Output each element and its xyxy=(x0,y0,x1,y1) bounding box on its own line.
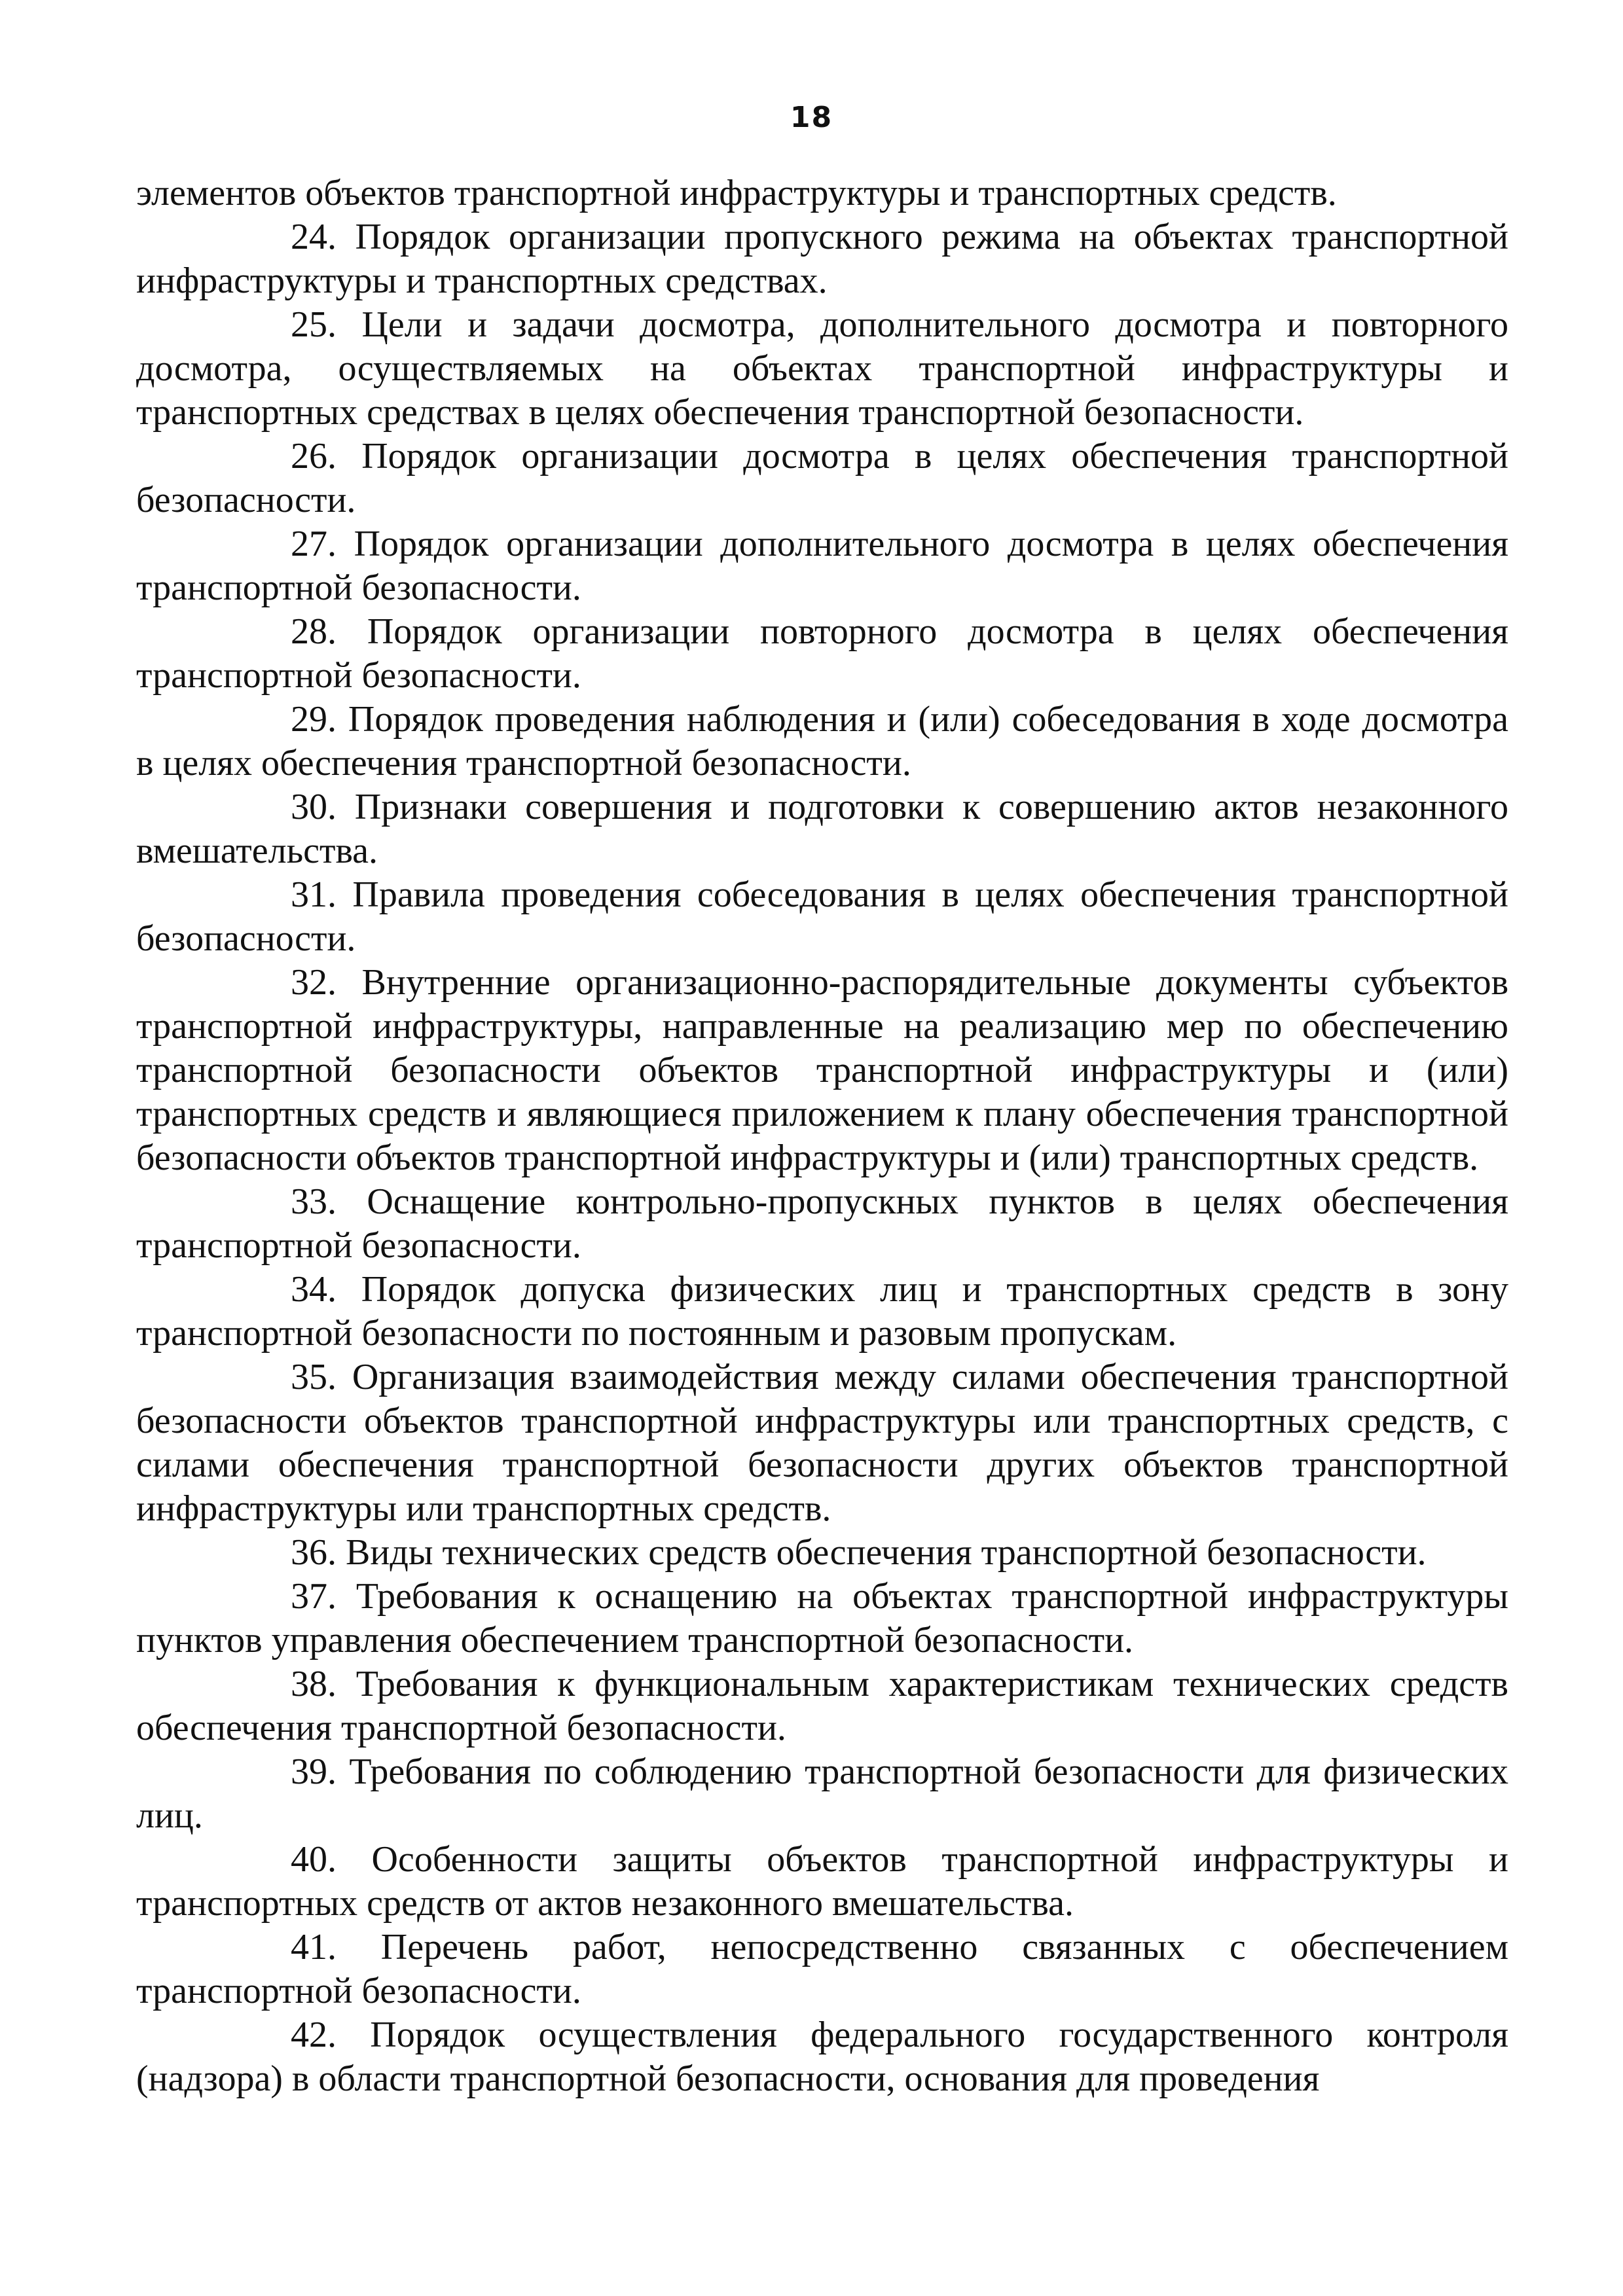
page-number: 18 xyxy=(790,101,833,134)
item-text: Виды технических средств обеспечения транспортной безопасности. xyxy=(346,1532,1427,1573)
list-item xyxy=(136,610,1508,698)
item-number: 27. xyxy=(291,524,337,564)
item-text: Порядок осуществления федерального государственного контроля (надзора) в области транспортной безопасности, основания для проведения xyxy=(136,2015,1508,2099)
list-item xyxy=(136,1838,1508,1926)
item-text: Порядок организации дополнительного досмотра в целях обеспечения транспортной безопасности. xyxy=(136,524,1509,608)
item-text: Организация взаимодействия между силами обеспечения транспортной безопасности объектов транспортной инфраструктуры или транспортных средств, с силами обеспечения транспортной безопасности других объектов транспортной инфраструктуры или транспортных средств. xyxy=(136,1357,1509,1529)
item-text: элементов объектов транспортной инфраструктуры и транспортных средств. xyxy=(136,173,1337,213)
item-text: Требования к функциональным характеристикам технических средств обеспечения транспортной безопасности. xyxy=(136,1664,1508,1748)
item-text: Требования по соблюдению транспортной безопасности для физических лиц. xyxy=(136,1751,1509,1836)
item-text: Цели и задачи досмотра, дополнительного досмотра и повторного досмотра, осуществляемых на объектах транспортной инфраструктуры и транспортных средствах в целях обеспечения транспортной безопасности. xyxy=(136,304,1508,433)
item-text: Порядок допуска физических лиц и транспортных средств в зону транспортной безопасности по постоянным и разовым пропускам. xyxy=(136,1269,1509,1354)
item-text: Правила проведения собеседования в целях обеспечения транспортной безопасности. xyxy=(136,874,1509,959)
item-number: 33. xyxy=(291,1181,337,1222)
item-number: 35. xyxy=(291,1357,337,1397)
list-item xyxy=(136,961,1508,1180)
list-item xyxy=(136,785,1508,873)
item-number: 36. xyxy=(291,1532,337,1573)
list-item xyxy=(136,1531,1508,1575)
item-number: 37. xyxy=(291,1576,337,1617)
list-item xyxy=(136,435,1508,522)
item-number: 31. xyxy=(291,874,337,915)
item-text: Требования к оснащению на объектах транспортной инфраструктуры пунктов управления обеспечением транспортной безопасности. xyxy=(136,1576,1509,1660)
list-item xyxy=(136,1662,1508,1750)
item-number: 32. xyxy=(291,962,337,1003)
item-number: 29. xyxy=(291,699,337,740)
item-number: 41. xyxy=(291,1927,337,1967)
item-number: 26. xyxy=(291,436,337,476)
list-item xyxy=(136,1268,1508,1355)
list-item xyxy=(136,1750,1508,1838)
item-number: 38. xyxy=(291,1664,337,1704)
list-item xyxy=(136,873,1508,961)
document-body xyxy=(136,171,1508,2101)
item-text: Особенности защиты объектов транспортной инфраструктуры и транспортных средств от актов незаконного вмешательства. xyxy=(136,1839,1509,1924)
item-number: 25. xyxy=(291,304,337,345)
item-number: 39. xyxy=(291,1751,337,1792)
list-item xyxy=(136,303,1508,435)
list-item xyxy=(136,171,1508,215)
list-item xyxy=(136,215,1508,303)
item-text: Перечень работ, непосредственно связанных с обеспечением транспортной безопасности. xyxy=(136,1927,1509,2011)
item-number: 40. xyxy=(291,1839,337,1880)
item-text: Признаки совершения и подготовки к совершению актов незаконного вмешательства. xyxy=(136,787,1509,871)
item-number: 42. xyxy=(291,2015,337,2055)
list-item xyxy=(136,1575,1508,1662)
list-item xyxy=(136,2013,1508,2101)
item-number: 34. xyxy=(291,1269,337,1310)
list-item xyxy=(136,1355,1508,1531)
list-item xyxy=(136,1926,1508,2013)
item-number: 30. xyxy=(291,787,337,827)
item-text: Внутренние организационно-распорядительные документы субъектов транспортной инфраструктуры, направленные на реализацию мер по обеспечению транспортной безопасности объектов транспортной инфраструктуры и (или) транспортных средств и являющиеся приложением к плану обеспечения транспортной безопасности объектов транспортной инфраструктуры и (или) транспортных средств. xyxy=(136,962,1509,1178)
item-text: Порядок организации досмотра в целях обеспечения транспортной безопасности. xyxy=(136,436,1509,520)
item-text: Оснащение контрольно-пропускных пунктов в целях обеспечения транспортной безопасности. xyxy=(136,1181,1509,1266)
item-text: Порядок проведения наблюдения и (или) собеседования в ходе досмотра в целях обеспечения транспортной безопасности. xyxy=(136,699,1509,783)
item-text: Порядок организации пропускного режима на объектах транспортной инфраструктуры и транспортных средствах. xyxy=(136,217,1509,301)
list-item xyxy=(136,698,1508,785)
item-number: 28. xyxy=(291,611,337,652)
list-item xyxy=(136,1180,1508,1268)
item-number: 24. xyxy=(291,217,337,257)
list-item xyxy=(136,522,1508,610)
item-text: Порядок организации повторного досмотра в целях обеспечения транспортной безопасности. xyxy=(136,611,1509,696)
